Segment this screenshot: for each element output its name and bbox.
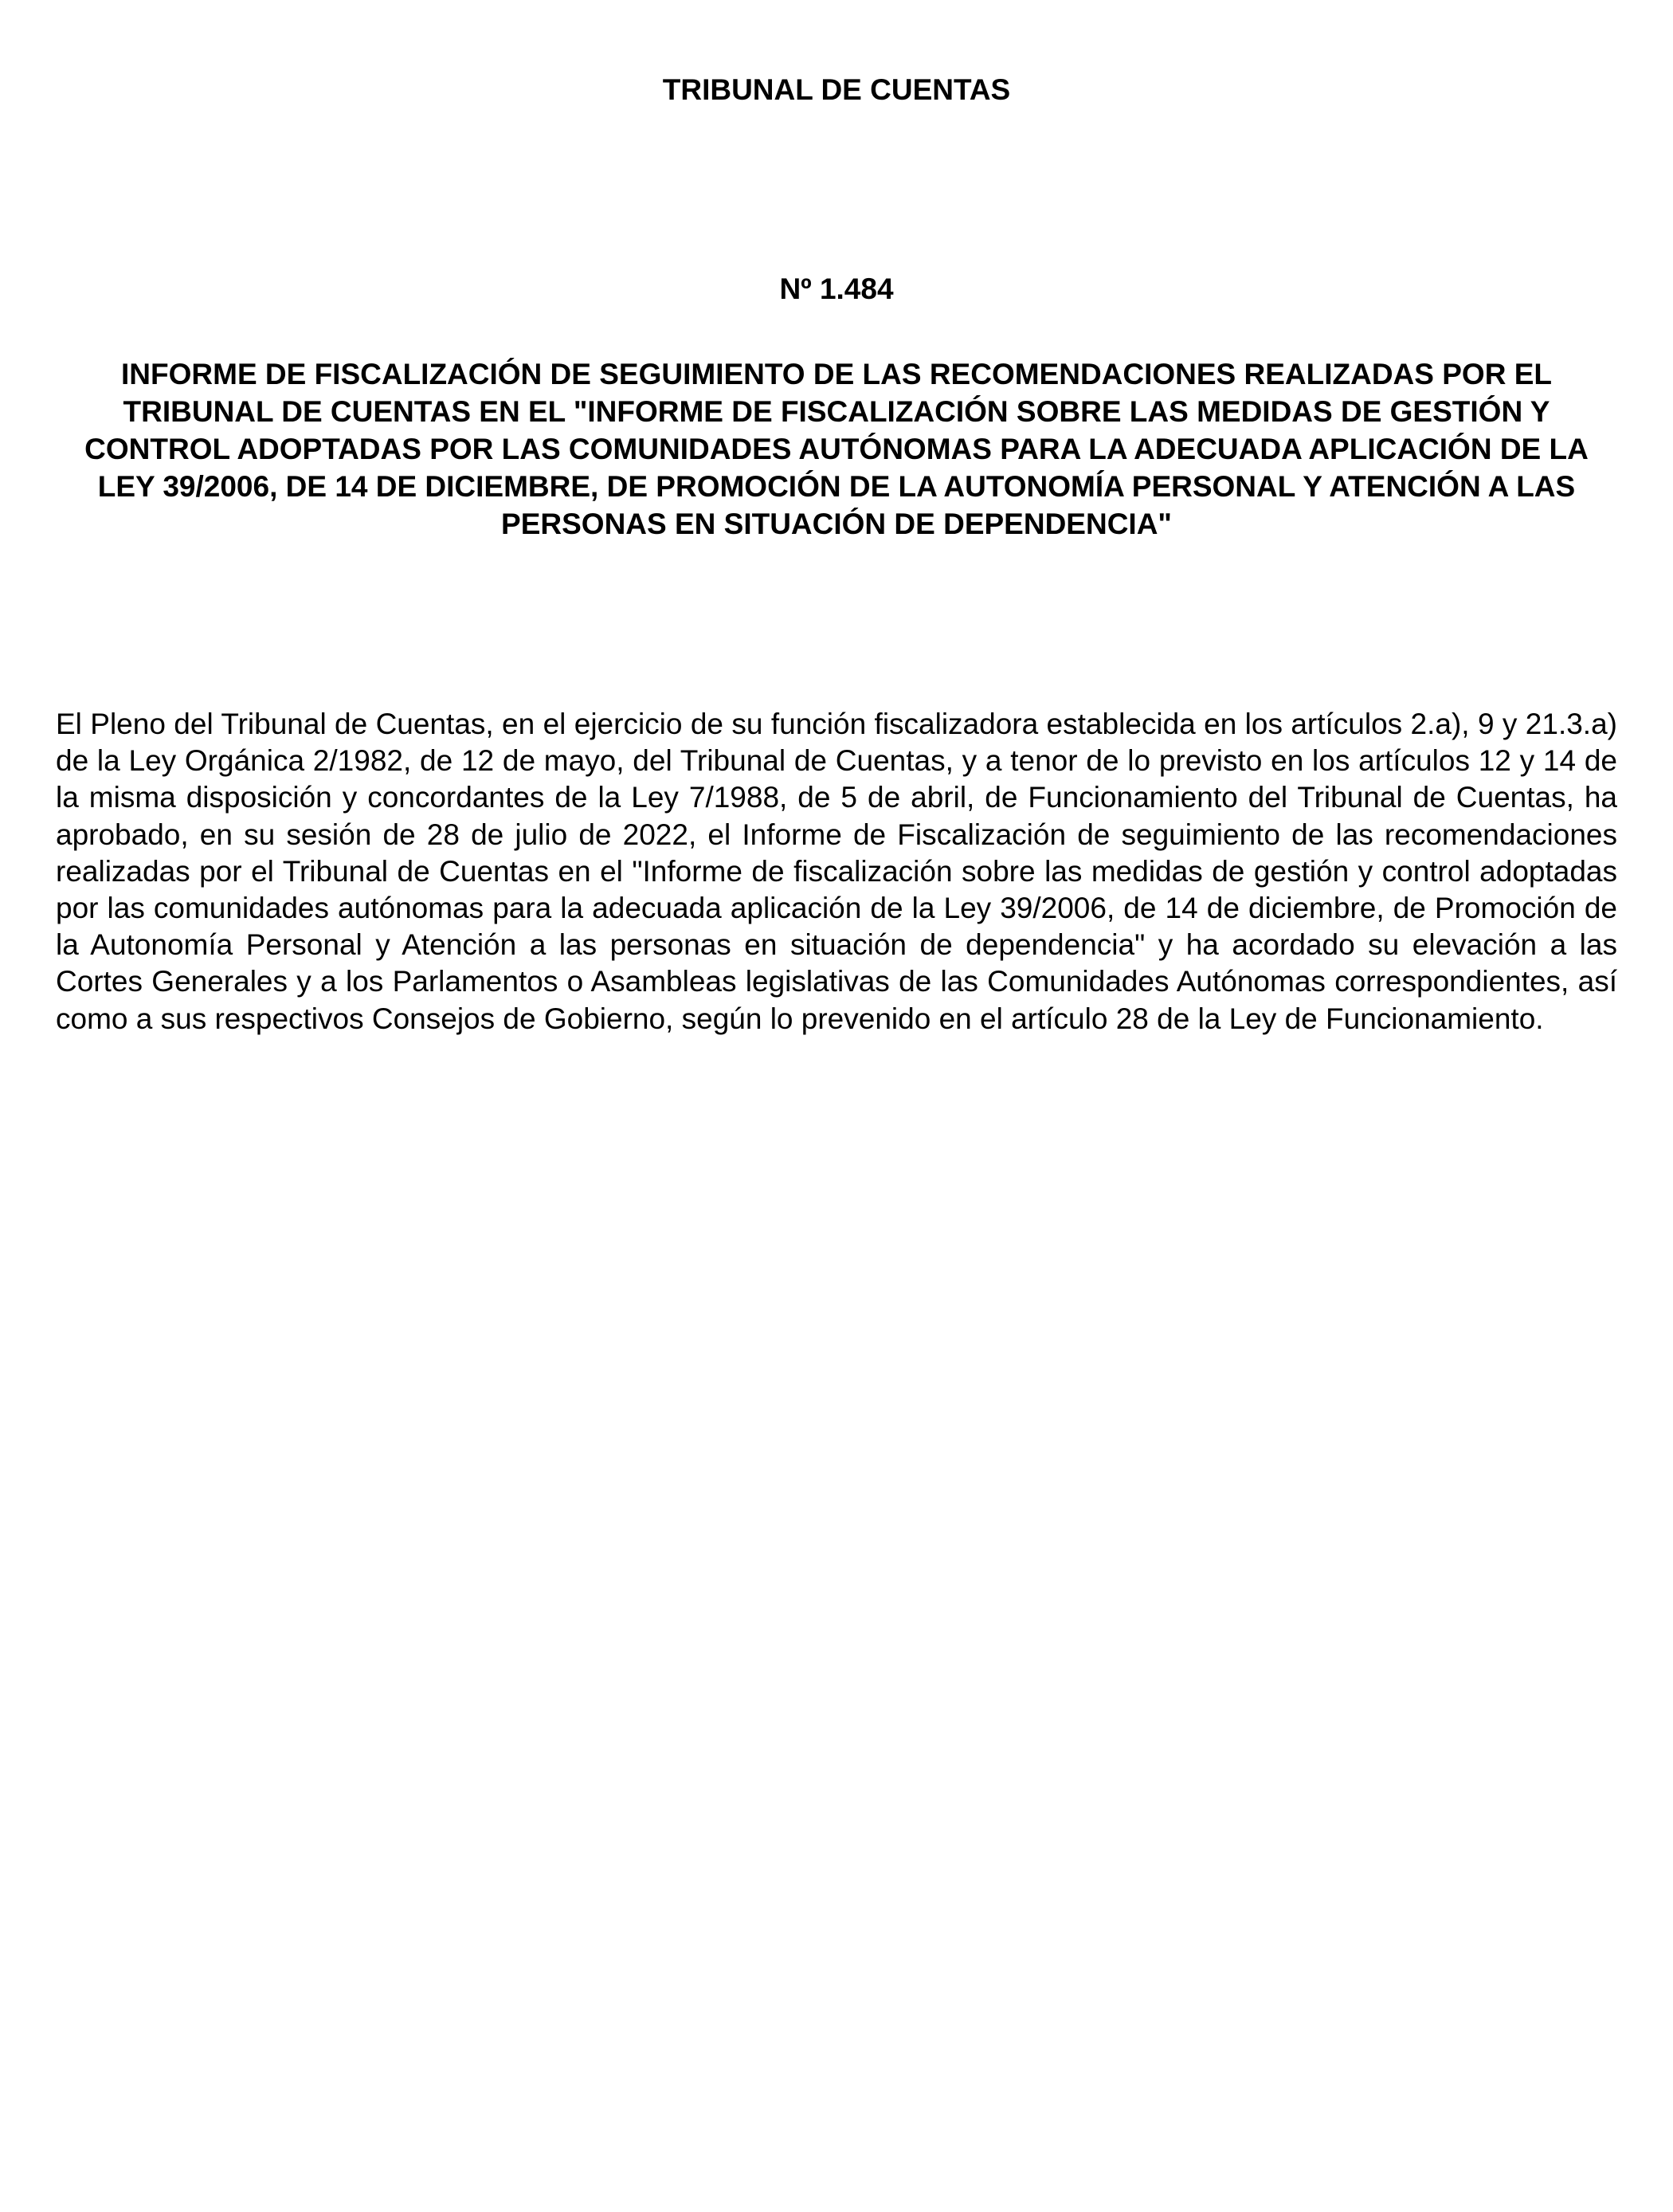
institution-heading: TRIBUNAL DE CUENTAS bbox=[662, 73, 1011, 106]
report-title: INFORME DE FISCALIZACIÓN DE SEGUIMIENTO DE LAS RECOMENDACIONES REALIZADAS POR EL TRIBUNAL DE CUENTAS EN EL "INFORME DE FISCALIZACIÓN SOBRE LAS MEDIDAS DE GESTIÓN Y CONTROL ADOPTADAS POR LAS COMUNIDADES AUTÓNOMAS PARA LA ADECUADA APLICACIÓN DE LA LEY 39/2006, DE 14 DE DICIEMBRE, DE PROMOCIÓN DE LA AUTONOMÍA PERSONAL Y ATENCIÓN A LAS PERSONAS EN SITUACIÓN DE DEPENDENCIA" bbox=[84, 358, 1589, 540]
report-number: Nº 1.484 bbox=[779, 273, 894, 305]
body-paragraph: El Pleno del Tribunal de Cuentas, en el ejercicio de su función fiscalizadora establecida en los artículos 2.a), 9 y 21.3.a) de la Ley Orgánica 2/1982, de 12 de mayo, del Tribunal de Cuentas, y a tenor de lo previsto en los artículos 12 y 14 de la misma disposición y concordantes de la Ley 7/1988, de 5 de abril, de Funcionamiento del Tribunal de Cuentas, ha aprobado, en su sesión de 28 de julio de 2022, el Informe de Fiscalización de seguimiento de las recomendaciones realizadas por el Tribunal de Cuentas en el "Informe de fiscalización sobre las medidas de gestión y control adoptadas por las comunidades autónomas para la adecuada aplicación de la Ley 39/2006, de 14 de diciembre, de Promoción de la Autonomía Personal y Atención a las personas en situación de dependencia" y ha acordado su elevación a las Cortes Generales y a los Parlamentos o Asambleas legislativas de las Comunidades Autónomas correspondientes, así como a sus respectivos Consejos de Gobierno, según lo prevenido en el artículo 28 de la Ley de Funcionamiento. bbox=[56, 708, 1617, 1035]
